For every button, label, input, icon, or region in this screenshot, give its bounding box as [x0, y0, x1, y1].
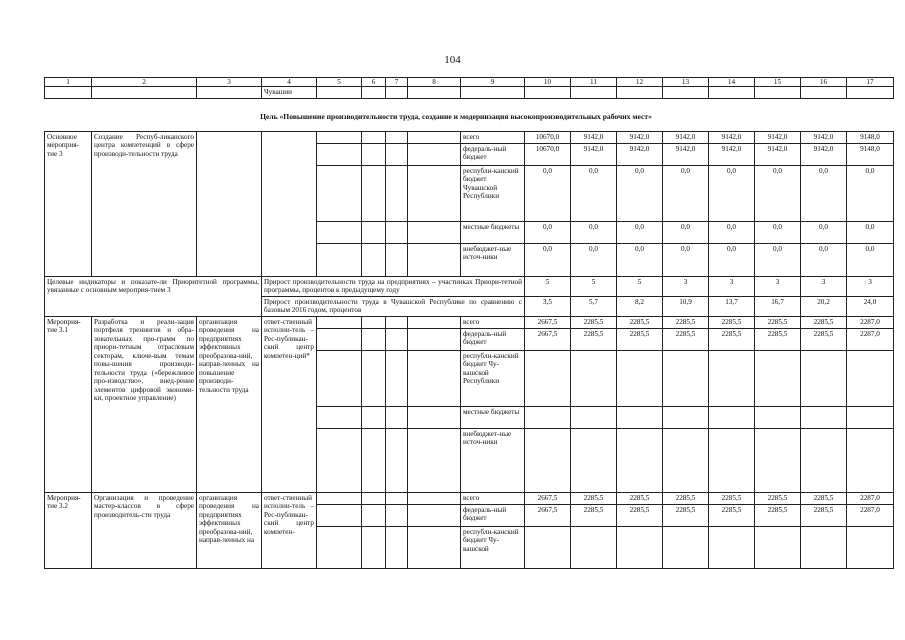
value-cell: 16,7 — [755, 297, 801, 317]
fund-federal-label: федераль-ный бюджет — [461, 144, 525, 166]
fund-federal-label: федераль-ный бюджет — [461, 505, 525, 527]
value-cell — [709, 351, 755, 407]
value-cell: 0,0 — [525, 166, 571, 222]
value-cell: 2285,5 — [755, 317, 801, 329]
value-cell: 2285,5 — [571, 329, 617, 351]
value-cell: 2285,5 — [801, 317, 847, 329]
value-cell: 20,2 — [801, 297, 847, 317]
event-name: Создание Респуб-ликанского центра компетенций в сфере производи-тельности труда — [92, 132, 197, 277]
col-number-16: 16 — [801, 78, 847, 87]
value-cell: 13,7 — [709, 297, 755, 317]
value-cell: 2285,5 — [571, 505, 617, 527]
value-cell — [847, 407, 894, 429]
value-cell — [801, 527, 847, 569]
value-cell: 0,0 — [617, 222, 663, 244]
value-cell — [755, 407, 801, 429]
column-number-header — [44, 77, 894, 99]
value-cell: 0,0 — [755, 244, 801, 277]
event-goal: организация проведения на предприятиях эффективных преобразова-ний, направ-ленных на повышение производи-тельности труда — [197, 317, 262, 493]
event-goal: организация проведения на предприятиях эффективных преобразова-ний, направ-ленных на — [197, 493, 262, 569]
value-cell: 5 — [571, 277, 617, 297]
value-cell: 3,5 — [525, 297, 571, 317]
value-cell: 2285,5 — [663, 505, 709, 527]
value-cell — [617, 407, 663, 429]
value-cell: 2285,5 — [755, 493, 801, 505]
value-cell: 2285,5 — [617, 493, 663, 505]
value-cell — [617, 351, 663, 407]
value-cell: 2285,5 — [663, 317, 709, 329]
event-kind: Основное мероприя-тие 3 — [45, 132, 92, 277]
value-cell: 10670,0 — [525, 144, 571, 166]
value-cell: 9142,0 — [709, 144, 755, 166]
goal-title: Цель «Повышение производительности труда, создание и модернизация высокопроизводительных рабочих мест» — [260, 112, 652, 121]
value-cell — [663, 429, 709, 493]
col-number-8: 8 — [408, 78, 461, 87]
fund-total-label: всего — [461, 317, 525, 329]
value-cell: 5,7 — [571, 297, 617, 317]
value-cell — [801, 407, 847, 429]
value-cell: 2285,5 — [709, 493, 755, 505]
value-cell: 2287,0 — [847, 329, 894, 351]
value-cell: 2285,5 — [709, 317, 755, 329]
col-number-12: 12 — [617, 78, 663, 87]
col-number-2: 2 — [92, 78, 197, 87]
value-cell: 2285,5 — [801, 493, 847, 505]
fund-republic-label: республи-канский бюджет Чувашской Республики — [461, 166, 525, 222]
value-cell: 2285,5 — [571, 493, 617, 505]
event-name: Организация и проведение мастер-классов в сфере производитель-сти труда — [92, 493, 197, 569]
value-cell: 2667,5 — [525, 317, 571, 329]
value-cell: 10,9 — [663, 297, 709, 317]
value-cell: 0,0 — [755, 166, 801, 222]
value-cell — [525, 407, 571, 429]
fund-republic-label: республи-канский бюджет Чу-вашской — [461, 527, 525, 569]
value-cell — [801, 429, 847, 493]
value-cell: 9142,0 — [801, 132, 847, 144]
value-cell: 9148,0 — [847, 132, 894, 144]
value-cell: 0,0 — [617, 166, 663, 222]
value-cell: 0,0 — [709, 166, 755, 222]
value-cell: 3 — [801, 277, 847, 297]
value-cell — [709, 527, 755, 569]
value-cell: 2287,0 — [847, 317, 894, 329]
event-responsible: ответ-ственный исполни-тель – Рес-публикан-ский центр компетен- — [262, 493, 317, 569]
value-cell — [525, 429, 571, 493]
value-cell: 3 — [847, 277, 894, 297]
value-cell: 0,0 — [525, 244, 571, 277]
value-cell: 2285,5 — [617, 317, 663, 329]
value-cell: 2285,5 — [709, 329, 755, 351]
value-cell — [663, 351, 709, 407]
value-cell: 24,0 — [847, 297, 894, 317]
col-number-4: 4 — [262, 78, 317, 87]
value-cell: 3 — [709, 277, 755, 297]
col-number-9: 9 — [461, 78, 525, 87]
value-cell — [709, 429, 755, 493]
indicators-label: Целевые индикаторы и показате-ли Приоритетной программы, увязанные с основным мероприя-тием 3 — [45, 277, 262, 317]
value-cell: 2285,5 — [617, 505, 663, 527]
fund-local-label: местные бюджеты — [461, 222, 525, 244]
value-cell — [755, 527, 801, 569]
value-cell: 9142,0 — [755, 144, 801, 166]
col-number-15: 15 — [755, 78, 801, 87]
value-cell — [571, 527, 617, 569]
value-cell: 3 — [755, 277, 801, 297]
value-cell: 2667,5 — [525, 329, 571, 351]
col-number-5: 5 — [317, 78, 362, 87]
value-cell: 0,0 — [571, 166, 617, 222]
value-cell: 0,0 — [847, 244, 894, 277]
value-cell: 10670,0 — [525, 132, 571, 144]
value-cell: 0,0 — [571, 222, 617, 244]
value-cell: 2285,5 — [663, 329, 709, 351]
col-number-1: 1 — [45, 78, 92, 87]
event-kind: Мероприя-тие 3.2 — [45, 493, 92, 569]
col-number-14: 14 — [709, 78, 755, 87]
col-number-11: 11 — [571, 78, 617, 87]
top-row-text: Чувашии — [262, 87, 317, 98]
event-kind: Мероприя-тие 3.1 — [45, 317, 92, 493]
value-cell: 3 — [663, 277, 709, 297]
value-cell: 9142,0 — [663, 144, 709, 166]
value-cell — [525, 527, 571, 569]
value-cell: 0,0 — [755, 222, 801, 244]
value-cell: 0,0 — [847, 166, 894, 222]
fund-local-label: местные бюджеты — [461, 407, 525, 429]
event-responsible: ответ-ственный исполни-тель – Рес-публикан-ский центр компетен-ций* — [262, 317, 317, 493]
fund-total-label: всего — [461, 132, 525, 144]
fund-offbudget-label: внебюджет-ные источ-ники — [461, 244, 525, 277]
value-cell: 2285,5 — [755, 505, 801, 527]
value-cell: 2285,5 — [801, 505, 847, 527]
value-cell: 9142,0 — [571, 132, 617, 144]
value-cell: 9142,0 — [617, 144, 663, 166]
value-cell: 2287,0 — [847, 493, 894, 505]
value-cell — [847, 351, 894, 407]
value-cell — [525, 351, 571, 407]
value-cell: 0,0 — [709, 244, 755, 277]
value-cell: 2285,5 — [571, 317, 617, 329]
value-cell: 2285,5 — [663, 493, 709, 505]
value-cell: 9142,0 — [755, 132, 801, 144]
value-cell — [847, 429, 894, 493]
value-cell — [847, 527, 894, 569]
value-cell: 0,0 — [663, 222, 709, 244]
value-cell: 9142,0 — [663, 132, 709, 144]
value-cell: 9148,0 — [847, 144, 894, 166]
value-cell — [709, 407, 755, 429]
page-number: 104 — [444, 54, 461, 66]
indicator-text: Прирост производительности труда на предприятиях – участниках Приори-тетной программы, процентов к предыдущему году — [262, 277, 525, 297]
value-cell — [571, 351, 617, 407]
value-cell — [663, 527, 709, 569]
col-number-10: 10 — [525, 78, 571, 87]
value-cell — [755, 429, 801, 493]
col-number-3: 3 — [197, 78, 262, 87]
col-number-6: 6 — [362, 78, 386, 87]
value-cell: 2285,5 — [709, 505, 755, 527]
value-cell: 0,0 — [663, 244, 709, 277]
value-cell: 9142,0 — [709, 132, 755, 144]
value-cell: 9142,0 — [801, 144, 847, 166]
fund-total-label: всего — [461, 493, 525, 505]
value-cell — [755, 351, 801, 407]
col-number-13: 13 — [663, 78, 709, 87]
fund-federal-label: федераль-ный бюджет — [461, 329, 525, 351]
fund-offbudget-label: внебюджет-ные источ-ники — [461, 429, 525, 493]
value-cell: 0,0 — [801, 222, 847, 244]
value-cell: 0,0 — [801, 166, 847, 222]
event-name: Разработка и реали-зация портфеля тренингов и обра-зовательных про-грамм по приори-тетным отраслевым секторам, ключе-вым темам повы-шения производи-тельности труда («бережливое про-изводство», внед-рение элементов цифровой экономи-ки, проектное управление) — [92, 317, 197, 493]
value-cell: 9142,0 — [617, 132, 663, 144]
value-cell: 0,0 — [801, 244, 847, 277]
col-number-17: 17 — [847, 78, 894, 87]
value-cell: 2285,5 — [617, 329, 663, 351]
value-cell: 0,0 — [571, 244, 617, 277]
value-cell: 2285,5 — [755, 329, 801, 351]
value-cell — [801, 351, 847, 407]
value-cell — [571, 429, 617, 493]
value-cell: 0,0 — [847, 222, 894, 244]
indicator-text: Прирост производительности труда в Чувашской Республике по сравнению с базовым 2016 годом, процентов — [262, 297, 525, 317]
value-cell: 0,0 — [617, 244, 663, 277]
value-cell — [617, 527, 663, 569]
value-cell: 5 — [525, 277, 571, 297]
value-cell — [617, 429, 663, 493]
value-cell: 5 — [617, 277, 663, 297]
value-cell: 8,2 — [617, 297, 663, 317]
value-cell — [571, 407, 617, 429]
value-cell: 0,0 — [525, 222, 571, 244]
program-table — [44, 131, 894, 569]
value-cell: 2667,5 — [525, 505, 571, 527]
value-cell — [663, 407, 709, 429]
value-cell: 0,0 — [709, 222, 755, 244]
value-cell: 2667,5 — [525, 493, 571, 505]
col-number-7: 7 — [386, 78, 408, 87]
value-cell: 0,0 — [663, 166, 709, 222]
value-cell: 2287,0 — [847, 505, 894, 527]
fund-republic-label: республи-канский бюджет Чу-вашской Республики — [461, 351, 525, 407]
value-cell: 2285,5 — [801, 329, 847, 351]
value-cell: 9142,0 — [571, 144, 617, 166]
